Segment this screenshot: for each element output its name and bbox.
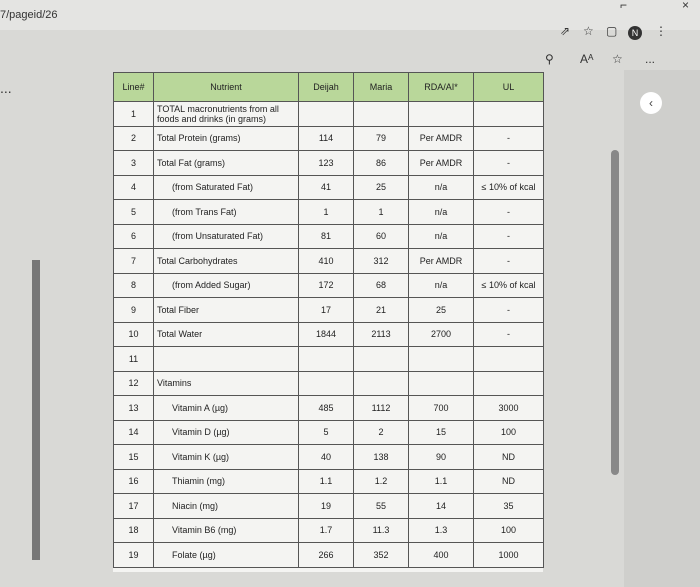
table-row: [114, 445, 544, 470]
maria-cell: [354, 371, 409, 396]
nutrient-cell: (from Unsaturated Fat): [154, 224, 299, 249]
header-maria: Maria: [354, 73, 409, 102]
maria-cell: [354, 347, 409, 372]
ul-cell: -: [474, 322, 544, 347]
line-cell: 19: [114, 543, 154, 568]
rda-cell: n/a: [409, 200, 474, 225]
left-scrollbar[interactable]: [32, 260, 40, 560]
maria-cell: 79: [354, 126, 409, 151]
maria-cell: 2113: [354, 322, 409, 347]
line-cell: 13: [114, 396, 154, 421]
collapse-sidebar-button[interactable]: ‹: [640, 92, 662, 114]
browser-topbar: [0, 0, 700, 30]
nutrient-cell: [154, 347, 299, 372]
maria-cell: 55: [354, 494, 409, 519]
deijah-cell: 1.1: [299, 469, 354, 494]
maria-cell: 1.2: [354, 469, 409, 494]
deijah-cell: 266: [299, 543, 354, 568]
rda-cell: Per AMDR: [409, 249, 474, 274]
line-cell: 12: [114, 371, 154, 396]
document-page: [113, 72, 543, 572]
rda-cell: 25: [409, 298, 474, 323]
deijah-cell: 5: [299, 420, 354, 445]
line-cell: 15: [114, 445, 154, 470]
close-icon[interactable]: ×: [682, 0, 690, 12]
nutrient-cell: (from Added Sugar): [154, 273, 299, 298]
table-row: [114, 151, 544, 176]
more-options-button[interactable]: ...: [645, 52, 656, 66]
nutrient-table: [113, 72, 544, 568]
ul-cell: [474, 371, 544, 396]
deijah-cell: 41: [299, 175, 354, 200]
text-size-icon[interactable]: Aᴬ: [580, 52, 594, 66]
header-nutrient: Nutrient: [154, 73, 299, 102]
rda-cell: n/a: [409, 273, 474, 298]
nutrient-cell: Vitamin D (µg): [154, 420, 299, 445]
table-row: [114, 298, 544, 323]
rda-cell: 14: [409, 494, 474, 519]
nutrient-cell: Vitamins: [154, 371, 299, 396]
table-row: [114, 224, 544, 249]
rda-cell: 1.1: [409, 469, 474, 494]
deijah-cell: 1844: [299, 322, 354, 347]
maria-cell: 25: [354, 175, 409, 200]
right-panel: [624, 70, 700, 587]
table-row: [114, 518, 544, 543]
line-cell: 8: [114, 273, 154, 298]
ul-cell: 100: [474, 518, 544, 543]
maria-cell: 11.3: [354, 518, 409, 543]
line-cell: 10: [114, 322, 154, 347]
header-rda: RDA/AI*: [409, 73, 474, 102]
rda-cell: [409, 371, 474, 396]
table-row: [114, 371, 544, 396]
table-row: [114, 494, 544, 519]
maria-cell: 2: [354, 420, 409, 445]
deijah-cell: 410: [299, 249, 354, 274]
maria-cell: 1112: [354, 396, 409, 421]
rda-cell: [409, 347, 474, 372]
line-cell: 11: [114, 347, 154, 372]
ul-cell: 35: [474, 494, 544, 519]
line-cell: 1: [114, 102, 154, 127]
deijah-cell: 40: [299, 445, 354, 470]
rda-cell: 400: [409, 543, 474, 568]
ul-cell: ≤ 10% of kcal: [474, 273, 544, 298]
ul-cell: ND: [474, 445, 544, 470]
nutrient-cell: Vitamin B6 (mg): [154, 518, 299, 543]
share-icon[interactable]: ⇗: [560, 24, 571, 38]
table-row: [114, 126, 544, 151]
line-cell: 18: [114, 518, 154, 543]
table-row: [114, 396, 544, 421]
star-icon[interactable]: ☆: [583, 24, 594, 38]
more-icon[interactable]: ⋮: [655, 24, 667, 38]
browser-toolbar: [0, 24, 700, 70]
ul-cell: -: [474, 224, 544, 249]
header-ul: UL: [474, 73, 544, 102]
maria-cell: [354, 102, 409, 127]
ul-cell: [474, 102, 544, 127]
table-row: [114, 249, 544, 274]
header-line: Line#: [114, 73, 154, 102]
line-cell: 3: [114, 151, 154, 176]
ul-cell: -: [474, 200, 544, 225]
table-row: [114, 543, 544, 568]
nutrient-cell: Total Water: [154, 322, 299, 347]
rda-cell: n/a: [409, 224, 474, 249]
nutrient-cell: (from Saturated Fat): [154, 175, 299, 200]
nutrient-cell: Total Carbohydrates: [154, 249, 299, 274]
line-cell: 5: [114, 200, 154, 225]
maria-cell: 1: [354, 200, 409, 225]
rda-cell: 2700: [409, 322, 474, 347]
nutrient-cell: Total Fiber: [154, 298, 299, 323]
search-icon[interactable]: ⚲: [545, 52, 554, 66]
avatar[interactable]: N: [628, 26, 642, 40]
nutrient-cell: Vitamin K (µg): [154, 445, 299, 470]
table-row: [114, 273, 544, 298]
maria-cell: 60: [354, 224, 409, 249]
nutrient-cell: (from Trans Fat): [154, 200, 299, 225]
favorites-icon[interactable]: ☆: [612, 52, 623, 66]
ul-cell: 3000: [474, 396, 544, 421]
line-cell: 4: [114, 175, 154, 200]
line-cell: 14: [114, 420, 154, 445]
nutrient-cell: Thiamin (mg): [154, 469, 299, 494]
ul-cell: -: [474, 249, 544, 274]
maria-cell: 138: [354, 445, 409, 470]
line-cell: 6: [114, 224, 154, 249]
nutrient-cell: Vitamin A (µg): [154, 396, 299, 421]
nutrient-cell: TOTAL macronutrients from all foods and drinks (in grams): [154, 102, 299, 127]
ul-cell: 100: [474, 420, 544, 445]
deijah-cell: 114: [299, 126, 354, 151]
ul-cell: -: [474, 151, 544, 176]
ul-cell: [474, 347, 544, 372]
nutrient-cell: Folate (µg): [154, 543, 299, 568]
deijah-cell: 81: [299, 224, 354, 249]
url-text[interactable]: 7/pageid/26: [0, 9, 58, 21]
nutrient-cell: Niacin (mg): [154, 494, 299, 519]
ul-cell: 1000: [474, 543, 544, 568]
ul-cell: -: [474, 126, 544, 151]
ul-cell: -: [474, 298, 544, 323]
ul-cell: ND: [474, 469, 544, 494]
line-cell: 17: [114, 494, 154, 519]
left-menu-dots[interactable]: ...: [0, 80, 12, 96]
table-row: [114, 469, 544, 494]
deijah-cell: [299, 102, 354, 127]
rda-cell: 15: [409, 420, 474, 445]
table-row: [114, 175, 544, 200]
line-cell: 2: [114, 126, 154, 151]
table-row: [114, 200, 544, 225]
rda-cell: 90: [409, 445, 474, 470]
header-deijah: Deijah: [299, 73, 354, 102]
table-row: [114, 420, 544, 445]
deijah-cell: 123: [299, 151, 354, 176]
sidebar-icon[interactable]: ▢: [606, 24, 618, 38]
rda-cell: [409, 102, 474, 127]
maria-cell: 68: [354, 273, 409, 298]
line-cell: 7: [114, 249, 154, 274]
deijah-cell: [299, 347, 354, 372]
rda-cell: n/a: [409, 175, 474, 200]
ul-cell: ≤ 10% of kcal: [474, 175, 544, 200]
deijah-cell: [299, 371, 354, 396]
deijah-cell: 1: [299, 200, 354, 225]
rda-cell: 700: [409, 396, 474, 421]
deijah-cell: 17: [299, 298, 354, 323]
nutrient-cell: Total Protein (grams): [154, 126, 299, 151]
rda-cell: 1.3: [409, 518, 474, 543]
table-row: [114, 102, 544, 127]
table-row: [114, 322, 544, 347]
line-cell: 16: [114, 469, 154, 494]
rda-cell: Per AMDR: [409, 126, 474, 151]
scrollbar-thumb[interactable]: [611, 150, 619, 475]
maria-cell: 21: [354, 298, 409, 323]
deijah-cell: 19: [299, 494, 354, 519]
minimize-icon[interactable]: ⌐: [620, 0, 628, 12]
nutrient-cell: Total Fat (grams): [154, 151, 299, 176]
maria-cell: 352: [354, 543, 409, 568]
rda-cell: Per AMDR: [409, 151, 474, 176]
deijah-cell: 1.7: [299, 518, 354, 543]
maria-cell: 312: [354, 249, 409, 274]
deijah-cell: 172: [299, 273, 354, 298]
line-cell: 9: [114, 298, 154, 323]
deijah-cell: 485: [299, 396, 354, 421]
table-row: [114, 347, 544, 372]
table-header-row: [114, 73, 544, 102]
maria-cell: 86: [354, 151, 409, 176]
